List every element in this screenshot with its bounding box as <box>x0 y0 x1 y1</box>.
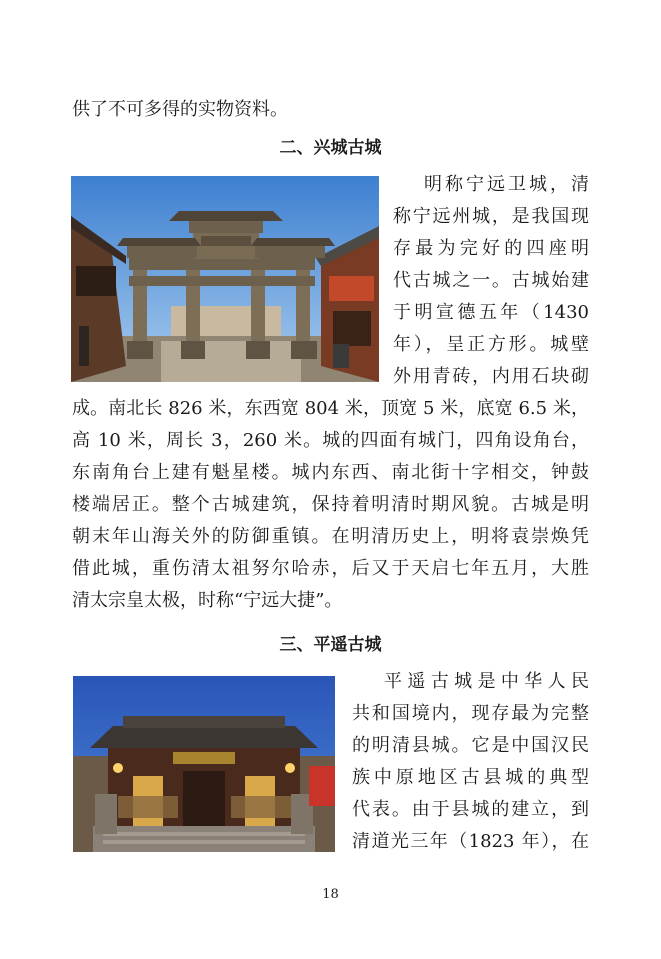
body-text-line: 平遥古城是中华人民 <box>384 671 589 692</box>
photo-pingyao-gate <box>73 676 335 852</box>
section-heading-pingyao: 三、平遥古城 <box>279 635 382 655</box>
body-text-line: 共和国境内，现存最为完整 <box>352 703 589 724</box>
body-text-line: 清太宗皇太极，时称“宁远大捷”。 <box>72 590 343 611</box>
body-text-line: 称宁远州城，是我国现 <box>393 206 589 227</box>
body-text-line: 外用青砖，内用石块砌 <box>393 366 589 387</box>
body-text-line: 于明宣德五年（1430 <box>393 302 589 323</box>
section-heading-xingcheng: 二、兴城古城 <box>279 138 382 158</box>
body-text-line: 的明清县城。它是中国汉民 <box>352 735 589 756</box>
body-text-line: 楼端居正。整个古城建筑，保持着明清时期风貌。古城是明 <box>72 494 589 515</box>
body-text-line: 代古城之一。古城始建 <box>393 270 589 291</box>
body-text-line: 存最为完好的四座明 <box>393 238 589 259</box>
body-text-line: 年），呈正方形。城壁 <box>393 334 589 355</box>
page-number: 18 <box>322 887 339 902</box>
body-text-line: 族中原地区古县城的典型 <box>352 767 589 788</box>
body-text-line: 朝末年山海关外的防御重镇。在明清历史上，明将袁崇焕凭 <box>72 526 589 547</box>
body-text-line: 借此城，重伤清太祖努尔哈赤，后又于天启七年五月，大胜 <box>72 558 589 579</box>
body-text-line: 高 10 米，周长 3，260 米。城的四面有城门，四角设角台， <box>72 430 589 451</box>
body-text-line: 供了不可多得的实物资料。 <box>72 99 288 120</box>
body-text-line: 成。南北长 826 米，东西宽 804 米，顶宽 5 米，底宽 6.5 米， <box>72 398 589 419</box>
body-text-line: 明称宁远卫城，清 <box>424 174 589 195</box>
body-text-line: 代表。由于县城的建立，到 <box>352 799 589 820</box>
body-text-line: 东南角台上建有魁星楼。城内东西、南北街十字相交，钟鼓 <box>72 462 589 483</box>
body-text-line: 清道光三年（1823 年），在 <box>352 831 589 852</box>
photo-xingcheng-archway <box>71 176 379 382</box>
